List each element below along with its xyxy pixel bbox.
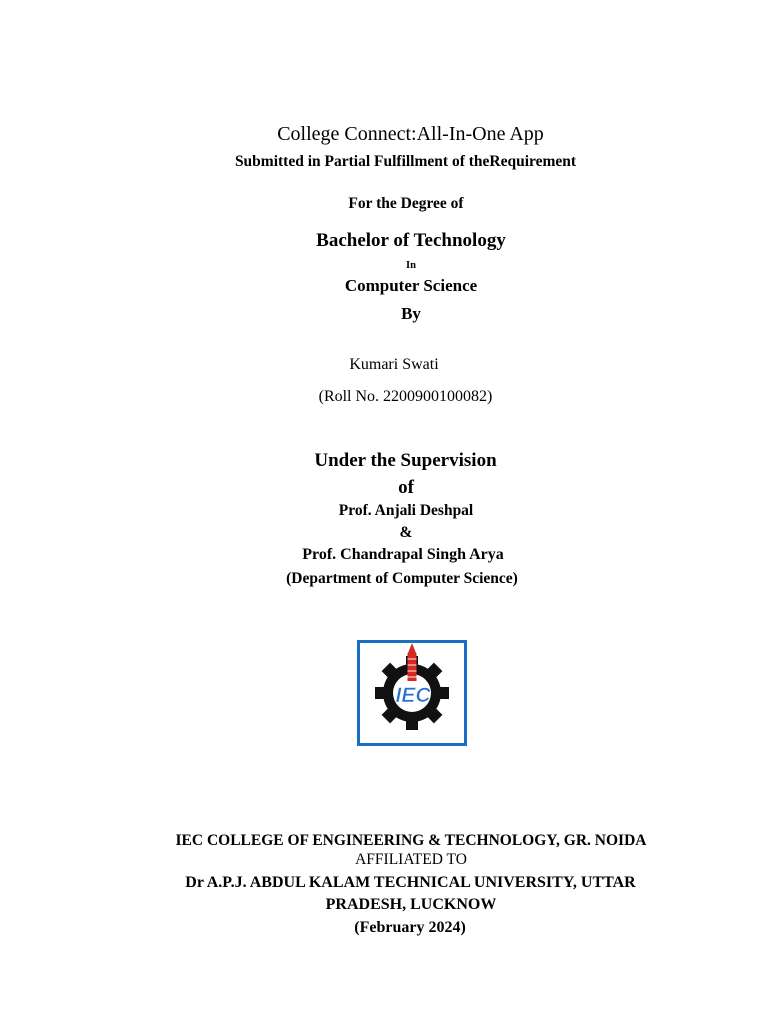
submission-date: (February 2024): [354, 919, 466, 936]
by-word: By: [401, 304, 421, 323]
student-name: Kumari Swati: [349, 356, 439, 373]
university-line-1: Dr A.P.J. ABDUL KALAM TECHNICAL UNIVERSITY, UTTAR: [185, 874, 636, 891]
department: (Department of Computer Science): [286, 570, 518, 587]
university-line-2: PRADESH, LUCKNOW: [325, 896, 497, 913]
branch-name: Computer Science: [344, 276, 478, 295]
college-name: IEC COLLEGE OF ENGINEERING & TECHNOLOGY, GR. NOIDA: [175, 832, 647, 849]
degree-name: Bachelor of Technology: [316, 230, 506, 251]
supervisor-2: Prof. Chandrapal Singh Arya: [302, 546, 504, 563]
project-title: College Connect:All-In-One App: [277, 123, 544, 145]
college-logo: [357, 640, 467, 746]
logo-text: IEC: [395, 684, 431, 707]
in-word: In: [406, 260, 416, 271]
ampersand: &: [399, 524, 413, 541]
supervision-heading: Under the Supervision: [314, 450, 497, 471]
roll-number: (Roll No. 2200900100082): [318, 388, 493, 405]
affiliated-to: AFFILIATED TO: [355, 851, 467, 868]
degree-intro: For the Degree of: [348, 195, 464, 212]
supervisor-1: Prof. Anjali Deshpal: [338, 502, 474, 519]
of-word: of: [398, 477, 414, 498]
submission-line: Submitted in Partial Fulfillment of theRequirement: [234, 153, 577, 170]
